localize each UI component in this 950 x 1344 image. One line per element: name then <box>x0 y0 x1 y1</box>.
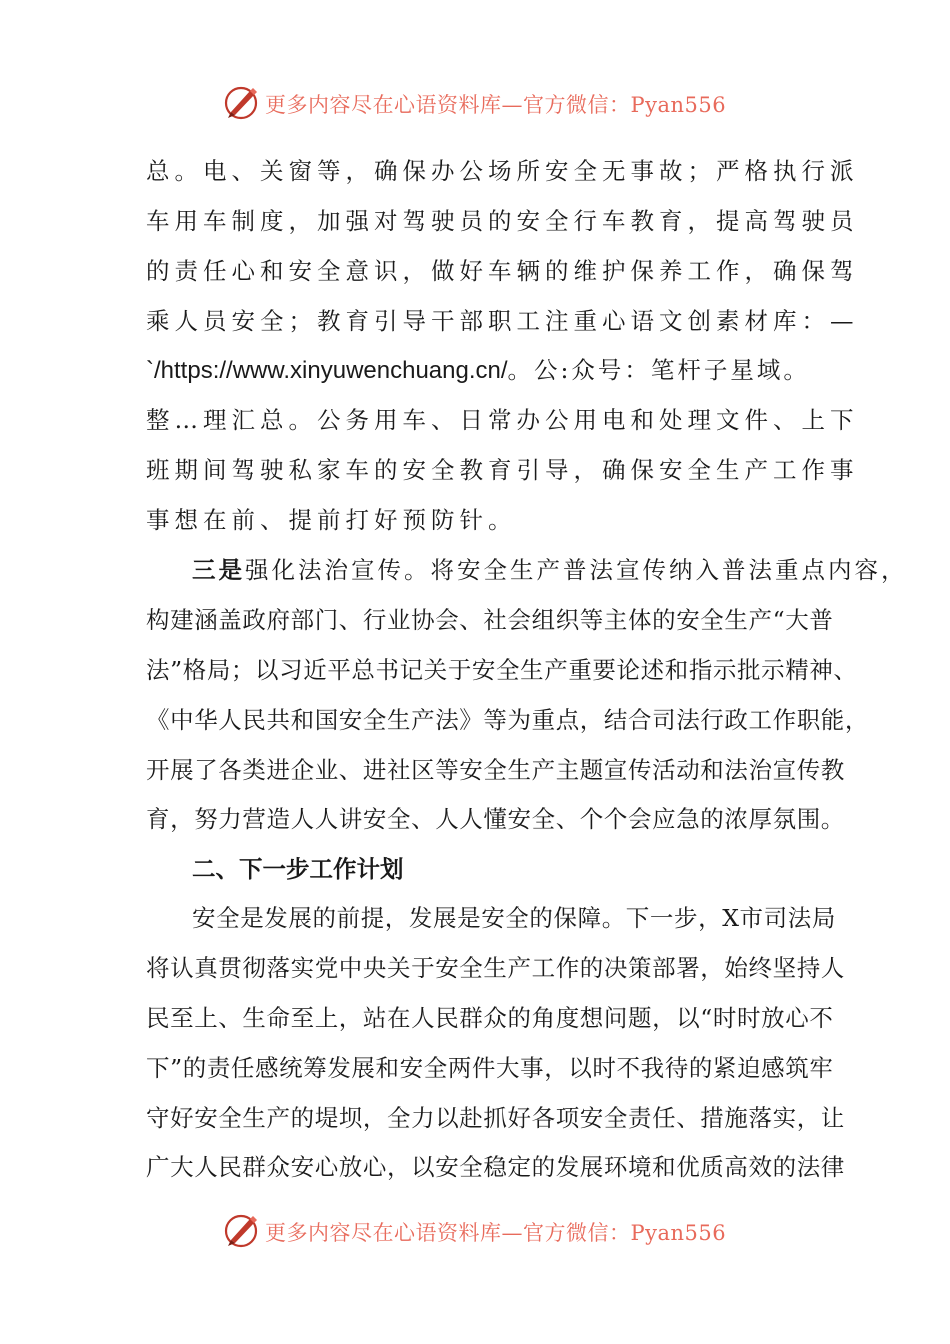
text-line <box>192 553 908 587</box>
text-line: 安全是发展的前提，发展是安全的保障。下一步，X市司法局 <box>192 904 836 932</box>
text-line: 广大人民群众安心放心，以安全稳定的发展环境和优质高效的法律 <box>146 1153 845 1181</box>
text-line: 总。电、关窗等，确保办公场所安全无事故；严格执行派 <box>146 157 859 185</box>
header-watermark-banner <box>0 72 950 132</box>
lead-phrase: 三是 <box>192 556 245 584</box>
text-fragment: 强化法治宣传。将安全生产普法宣传纳入普法重点内容， <box>245 556 908 584</box>
pen-logo-icon <box>222 1210 262 1250</box>
text-line: 乘人员安全；教育引导干部职工注重心语文创素材库：— <box>146 307 859 335</box>
text-line: 下”的责任感统筹发展和安全两件大事，以时不我待的紧迫感筑牢 <box>146 1054 834 1082</box>
footer-watermark-banner <box>0 1200 950 1260</box>
text-line: 守好安全生产的堤坝，全力以赴抓好各项安全责任、措施落实，让 <box>146 1104 845 1132</box>
pen-logo-icon <box>222 82 262 122</box>
text-line: 《中华人民共和国安全生产法》等为重点，结合司法行政工作职能， <box>146 706 869 734</box>
text-line: 法”格局；以习近平总书记关于安全生产重要论述和指示批示精神、 <box>146 656 858 684</box>
text-fragment: 。公:众号：笔杆子星域。 <box>507 356 810 384</box>
text-line: 民至上、生命至上，站在人民群众的角度想问题，以“时时放心不 <box>146 1004 834 1032</box>
text-line: 事想在前、提前打好预防针。 <box>146 506 517 534</box>
section-heading: 二、下一步工作计划 <box>192 855 404 883</box>
text-line: 开展了各类进企业、进社区等安全生产主题宣传活动和法治宣传教 <box>146 756 845 784</box>
text-line: 班期间驾驶私家车的安全教育引导，确保安全生产工作事 <box>146 456 859 484</box>
header-watermark-text: 更多内容尽在心语资料库—官方微信：Pyan556 <box>265 93 727 117</box>
text-line: 整…理汇总。公务用车、日常办公用电和处理文件、上下 <box>146 406 859 434</box>
website-url-text: `/https://www.xinyuwenchuang.cn/ <box>146 357 508 384</box>
text-line: 育，努力营造人人讲安全、人人懂安全、个个会应急的浓厚氛围。 <box>146 805 845 833</box>
text-line: 的责任心和安全意识，做好车辆的维护保养工作，确保驾 <box>146 257 859 285</box>
text-line: 将认真贯彻落实党中央关于安全生产工作的决策部署，始终坚持人 <box>146 954 845 982</box>
text-line: 车用车制度，加强对驾驶员的安全行车教育，提高驾驶员 <box>146 207 859 235</box>
footer-watermark-text: 更多内容尽在心语资料库—官方微信：Pyan556 <box>265 1221 727 1245</box>
text-line: 构建涵盖政府部门、行业协会、社会组织等主体的安全生产“大普 <box>146 606 834 634</box>
text-line-with-url <box>146 353 810 387</box>
